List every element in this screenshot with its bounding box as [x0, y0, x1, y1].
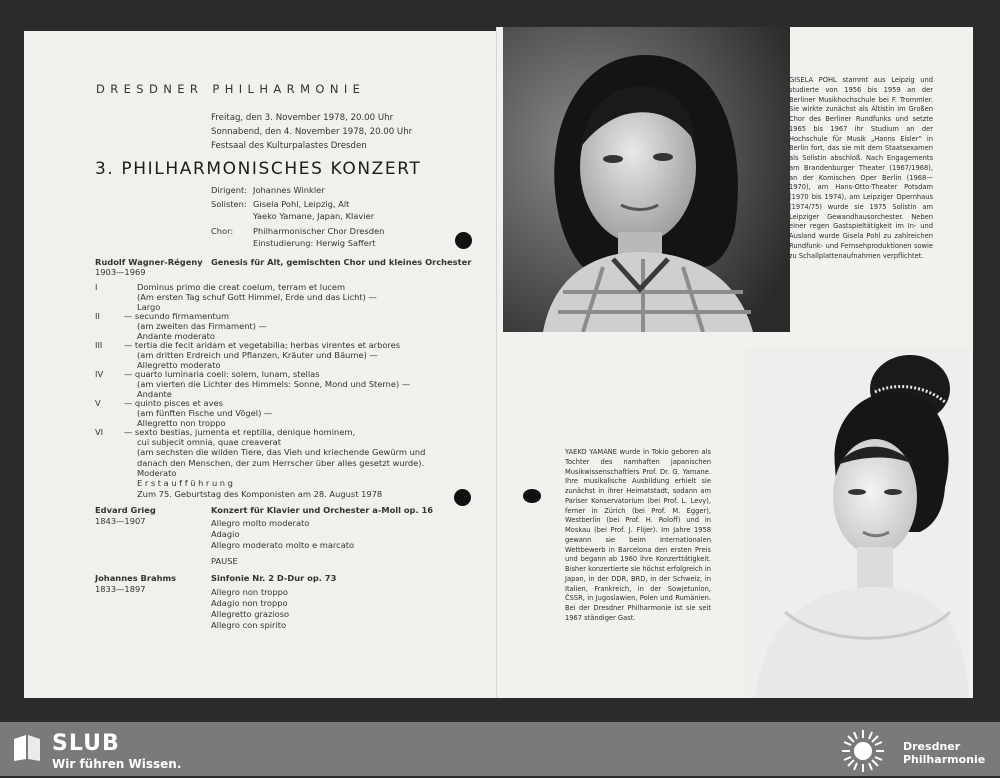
pause-label: PAUSE [211, 556, 238, 566]
movement-number: IV [95, 369, 104, 379]
orchestra-heading: DRESDNER PHILHARMONIE [96, 82, 366, 96]
composer-grieg: Edvard Grieg [95, 505, 156, 515]
bio-gisela-pohl: GISELA POHL stammt aus Leipzig und studierte von 1956 bis 1959 an der Berliner Musikhochschule bei F. Trommler. Sie wirkte zunächst als Altistin im Großen Chor des Berliner Rundfunks und setzte 1965 bis 1967 ihr Studium an der Hochschule für Musik „Hanns Eisler“ in Berlin fort, das sie mit dem Staatsexamen als Solistin abschloß. Nach Engagements am Brandenburger Theater (1967/1968), an der Komischen Oper Berlin (1968—1970), am Hans-Otto-Theater Potsdam (1970 bis 1974), am Leipziger Opernhaus (1974/75) wurde sie 1975 Solistin am Leipziger Gewandhausorchester. Neben einer regen Gastspieltätigkeit im In- und Ausland wurde Gisela Pohl zu zahlreichen Rundfunk- und Fernsehproduktionen sowie zu Schallplattenaufnahmen verpflichtet. [789, 76, 933, 260]
movement-line: (am zweiten das Firmament) — [137, 321, 267, 332]
choir-name: Philharmonischer Chor Dresden [253, 226, 385, 236]
movement-line: Andante moderato [137, 331, 215, 342]
composer-wagner-regeny: Rudolf Wagner-Régeny [95, 257, 203, 267]
movement-line: danach den Menschen, der zum Herrscher über alles gesetzt wurde). [137, 457, 425, 468]
dresdner-philharmonie-logo-icon[interactable] [840, 728, 886, 774]
composer-years: 1903—1969 [95, 267, 146, 277]
movement-line: — quarto luminaria coeli: solem, lunam, stellas [124, 369, 320, 379]
movement-line: (am dritten Erdreich und Pflanzen, Kräuter und Bäume) — [137, 350, 378, 361]
movement-line: — secundo firmamentum [124, 311, 230, 321]
movement-line: — quinto pisces et aves [124, 398, 223, 408]
movement-line: Allegretto non troppo [137, 418, 226, 429]
choir-director: Einstudierung: Herwig Saffert [253, 238, 376, 248]
movement-number: V [95, 398, 101, 408]
composer-brahms: Johannes Brahms [95, 573, 177, 583]
soloists-label: Solisten: [211, 199, 247, 209]
venue: Festsaal des Kulturpalastes Dresden [211, 141, 367, 151]
composer-years: 1843—1907 [95, 516, 146, 526]
movement-number: II [95, 311, 100, 321]
movement-line: Adagio [211, 529, 240, 539]
punch-hole [523, 489, 541, 503]
premiere-note: Erstaufführung [137, 478, 236, 488]
concert-title: 3. PHILHARMONISCHES KONZERT [95, 159, 422, 179]
conductor-name: Johannes Winkler [253, 185, 325, 195]
movement-line: (am vierten die Lichter des Himmels: Sonne, Mond und Sterne) — [137, 379, 411, 390]
work-title-genesis: Genesis für Alt, gemischten Chor und kleines Orchester [211, 257, 472, 267]
movement-line: Dominus primo die creat coelum, terram et lucem [137, 282, 346, 292]
library-tagline: Wir führen Wissen. [52, 757, 182, 771]
slub-logo-icon[interactable] [12, 733, 42, 763]
conductor-label: Dirigent: [211, 185, 248, 195]
composer-years: 1833—1897 [95, 584, 146, 594]
movement-line: Largo [137, 302, 161, 313]
photo-yaeko-yamane [745, 347, 969, 698]
bio-yaeko-yamane: YAEKO YAMANE wurde in Tokio geboren als Tochter des namhaften japanischen Musikwissenschaftlers Prof. Dr. G. Yamane. Ihre musikalische Ausbildung erhielt sie zunächst in ihrer Heimatstadt, sodann am Pariser Konservatorium (bei Prof. L. Levy), ferner in Zürich (bei Prof. M. Egger), Westberlin (bei Prof. H. Roloff) und in Moskau (bei Prof. J. Flijer). Im Jahre 1958 gewann sie beim Internationalen Wettbewerb in Barcelona den ersten Preis und begann ab 1960 ihre Konzerttätigkeit. Bisher konzertierte sie höchst erfolgreich in Japan, in der DDR, BRD, in der Schweiz, in Italien, Frankreich, in der Sowjetunion, ČSSR, in Jugoslawien, Polen und Rumänien. Bei der Dresdner Philharmonie ist sie seit 1967 ständiger Gast. [565, 448, 711, 622]
movement-number: III [95, 340, 103, 350]
movement-line: Allegro molto moderato [211, 518, 310, 528]
library-name[interactable]: SLUB [52, 731, 120, 756]
partner-name-line-2: Philharmonie [903, 753, 986, 766]
movement-line: — sexto bestias, jumenta et reptilia, denique hominem, [124, 427, 356, 437]
choir-label: Chor: [211, 226, 234, 236]
movement-line: (am sechsten die wilden Tiere, das Vieh und kriechende Gewürm und [137, 447, 426, 458]
movement-line: Allegretto grazioso [211, 609, 290, 619]
partner-name[interactable] [903, 740, 985, 766]
movement-line: (Am ersten Tag schuf Gott Himmel, Erde und das Licht) — [137, 292, 377, 303]
movement-number: I [95, 282, 98, 292]
movement-line: cui subjecit omnia, quae creaverat [137, 437, 281, 448]
work-title-grieg: Konzert für Klavier und Orchester a-Moll op. 16 [211, 505, 434, 515]
movement-line: Allegro non troppo [211, 587, 288, 597]
movement-line: Adagio non troppo [211, 598, 288, 608]
punch-hole [455, 232, 472, 249]
movement-line: Allegro moderato molto e marcato [211, 540, 355, 550]
movement-line: Andante [137, 389, 172, 400]
birthday-note: Zum 75. Geburtstag des Komponisten am 28. August 1978 [137, 489, 383, 499]
soloist-1: Gisela Pohl, Leipzig, Alt [253, 199, 350, 209]
movement-line: Allegretto moderato [137, 360, 221, 371]
movement-line: — tertia die fecit aridam et vegetabilia; herbas virentes et arbores [124, 340, 401, 350]
soloist-2: Yaeko Yamane, Japan, Klavier [253, 211, 375, 221]
partner-name-line-1: Dresdner [903, 740, 961, 753]
photo-gisela-pohl [503, 27, 790, 332]
movement-line: (am fünften Fische und Vögel) — [137, 408, 273, 419]
movement-line: Moderato [137, 467, 177, 478]
date-friday: Freitag, den 3. November 1978, 20.00 Uhr [211, 113, 394, 123]
movement-number: VI [95, 427, 104, 437]
date-saturday: Sonnabend, den 4. November 1978, 20.00 Uhr [211, 127, 413, 137]
movement-line: Allegro con spirito [211, 620, 287, 630]
punch-hole [454, 489, 471, 506]
work-title-brahms: Sinfonie Nr. 2 D-Dur op. 73 [211, 573, 337, 583]
